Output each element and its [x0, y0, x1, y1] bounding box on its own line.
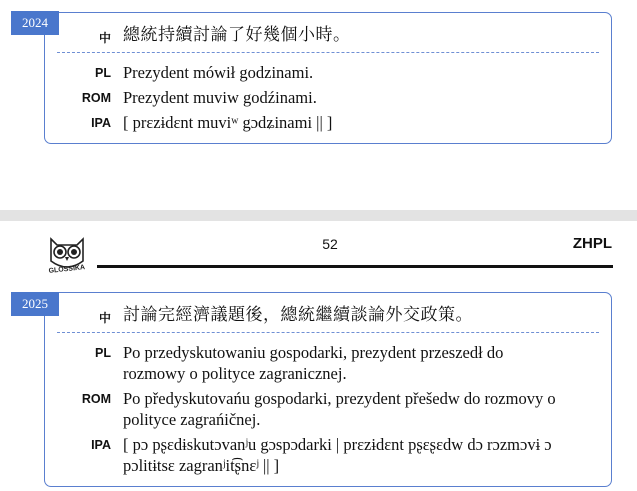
zh-tag: 中	[98, 311, 111, 325]
header-rule	[97, 265, 613, 268]
pl-text-line-2: rozmowy o polityce zagranicznej.	[123, 364, 347, 383]
pl-text: Prezydent mówił godzinami.	[123, 63, 314, 82]
ipa-text: [ prɛzɨdɛnt muviʷ gɔdʑinami || ]	[123, 113, 333, 132]
ipa-text-line-2: pɔlitɨtsɛ zagranʲit͡ʂnɛʲ || ]	[123, 456, 280, 475]
zh-text: 討論完經濟議題後，總統繼續談論外交政策。	[123, 305, 473, 325]
ipa-text-line-1: [ pɔ pʂɛdɨskutɔvanʲu gɔspɔdarki | prɛzɨdɛnt pʂɛʂɛdw dɔ rɔzmɔvɨ ɔ	[123, 435, 552, 454]
language-code: ZHPL	[572, 235, 612, 252]
zh-tag: 中	[98, 31, 111, 45]
sentence-card	[44, 12, 612, 144]
rom-text-line-2: polityce zagrańičnej.	[123, 410, 261, 429]
sentence-number-badge: 2025	[11, 292, 59, 316]
glossika-owl-logo	[43, 233, 91, 277]
dashed-divider	[57, 52, 599, 53]
pl-tag: PL	[95, 346, 111, 360]
rom-text: Prezydent muviw godźinami.	[123, 88, 317, 107]
pl-tag: PL	[95, 66, 111, 80]
logo-text: GLOSSIKA	[48, 264, 86, 275]
sentence-card	[44, 292, 612, 487]
rom-tag: ROM	[81, 392, 111, 406]
zh-text: 總統持續討論了好幾個小時。	[123, 25, 351, 45]
rom-text-line-1: Po předyskutovańu gospodarki, prezydent přešedw do rozmovy o	[123, 389, 556, 408]
page-gap	[0, 210, 637, 221]
pl-text-line-1: Po przedyskutowaniu gospodarki, prezydent przeszedł do	[123, 343, 504, 362]
dashed-divider	[57, 332, 599, 333]
rom-tag: ROM	[81, 91, 111, 105]
page-number: 52	[322, 236, 338, 252]
ipa-tag: IPA	[91, 438, 111, 452]
sentence-number-badge: 2024	[11, 11, 59, 35]
ipa-tag: IPA	[91, 116, 111, 130]
